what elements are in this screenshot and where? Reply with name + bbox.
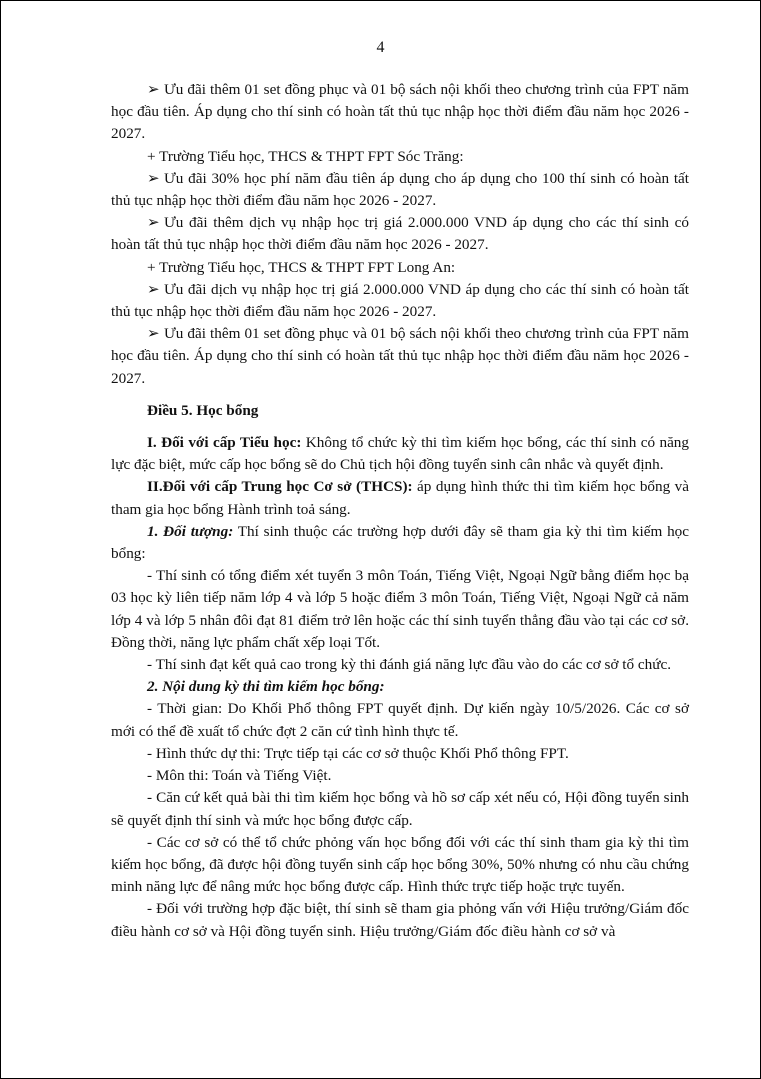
campus-heading-long-an: + Trường Tiểu học, THCS & THPT FPT Long An: — [147, 258, 456, 276]
list-item: - Thí sinh đạt kết quả cao trong kỳ thi đánh giá năng lực đầu vào do các cơ sở tổ chức. — [147, 656, 672, 674]
list-item: - Đối với trường hợp đặc biệt, thí sinh sẽ tham gia phỏng vấn với Hiệu trưởng/Giám đốc điều hành cơ sở và Hội đồng tuyển sinh. Hiệu trưởng/Giám đốc điều hành cơ sở và — [111, 900, 689, 940]
arrow-bullet-icon: ➢ — [147, 280, 160, 298]
list-item: - Thí sinh có tổng điểm xét tuyển 3 môn Toán, Tiếng Việt, Ngoại Ngữ bằng điểm học bạ 03 học kỳ liên tiếp năm lớp 4 và lớp 5 hoặc điểm 3 môn Toán, Tiếng Việt, Ngoại Ngữ cả năm lớp 4 và lớp 5 nhân đôi đạt 81 điểm trở lên hoặc các thí sinh tuyển thẳng đầu vào tại các cơ sở. Đồng thời, năng lực phẩm chất xếp loại Tốt. — [111, 567, 689, 651]
offer-paragraph: ➢ Ưu đãi thêm dịch vụ nhập học trị giá 2.000.000 VND áp dụng cho các thí sinh có hoàn tất thủ tục nhập học thời điểm đầu năm học 2026 - 2027. — [111, 214, 689, 254]
offer-paragraph: ➢ Ưu đãi dịch vụ nhập học trị giá 2.000.000 VND áp dụng cho các thí sinh có hoàn tất thủ tục nhập học thời điểm đầu năm học 2026 - 2027. — [111, 280, 689, 321]
arrow-bullet-icon: ➢ — [147, 214, 160, 232]
article-heading: Điều 5. Học bổng — [147, 401, 259, 419]
page-body — [111, 79, 689, 943]
item-eligibility: 1. Đối tượng: Thí sinh thuộc các trường hợp dưới đây sẽ tham gia kỳ thi tìm kiếm học bổng: — [111, 522, 689, 563]
section-secondary: II.Đối với cấp Trung học Cơ sở (THCS): áp dụng hình thức thi tìm kiếm học bổng và tham gia học bổng Hành trình toả sáng. — [111, 478, 689, 518]
page-number: 4 — [376, 39, 385, 56]
offer-paragraph: ➢ Ưu đãi 30% học phí năm đầu tiên áp dụng cho áp dụng cho 100 thí sinh có hoàn tất thủ tục nhập học thời điểm đầu năm học 2026 - 2027. — [111, 169, 689, 210]
list-item: - Hình thức dự thi: Trực tiếp tại các cơ sở thuộc Khối Phổ thông FPT. — [147, 744, 569, 762]
list-item: - Môn thi: Toán và Tiếng Việt. — [147, 767, 332, 785]
campus-heading-soc-trang: + Trường Tiểu học, THCS & THPT FPT Sóc Trăng: — [147, 147, 464, 165]
list-item: - Thời gian: Do Khối Phổ thông FPT quyết định. Dự kiến ngày 10/5/2026. Các cơ sở mới có thể đề xuất tổ chức đợt 2 căn cứ tình hình thực tế. — [111, 700, 689, 740]
offer-paragraph: ➢ Ưu đãi thêm 01 set đồng phục và 01 bộ sách nội khối theo chương trình của FPT năm học đầu tiên. Áp dụng cho thí sinh có hoàn tất thủ tục nhập học thời điểm đầu năm học 2026 - 2027. — [111, 81, 689, 143]
offer-paragraph: ➢ Ưu đãi thêm 01 set đồng phục và 01 bộ sách nội khối theo chương trình của FPT năm học đầu tiên. Áp dụng cho thí sinh có hoàn tất thủ tục nhập học thời điểm đầu năm học 2026 - 2027. — [111, 325, 689, 387]
arrow-bullet-icon: ➢ — [147, 325, 160, 343]
list-item: - Các cơ sở có thể tổ chức phỏng vấn học bổng đối với các thí sinh tham gia kỳ thi tìm kiếm học bổng, đã được hội đồng tuyển sinh cấp học bổng 30%, 50% nhưng có nhu cầu chứng minh năng lực để nâng mức học bổng được cấp. Hình thức trực tiếp hoặc trực tuyến. — [111, 833, 689, 896]
arrow-bullet-icon: ➢ — [147, 169, 160, 187]
arrow-bullet-icon: ➢ — [147, 81, 160, 98]
section-primary: I. Đối với cấp Tiểu học: Không tổ chức kỳ thi tìm kiếm học bổng, các thí sinh có năng lực đặc biệt, mức cấp học bổng sẽ do Chủ tịch hội đồng tuyển sinh cân nhắc và quyết định. — [111, 434, 689, 474]
list-item: - Căn cứ kết quả bài thi tìm kiếm học bổng và hồ sơ cấp xét nếu có, Hội đồng tuyển sinh sẽ quyết định thí sinh và mức học bổng được cấp. — [111, 789, 689, 829]
item-exam-content-heading: 2. Nội dung kỳ thi tìm kiếm học bổng: — [147, 678, 385, 696]
